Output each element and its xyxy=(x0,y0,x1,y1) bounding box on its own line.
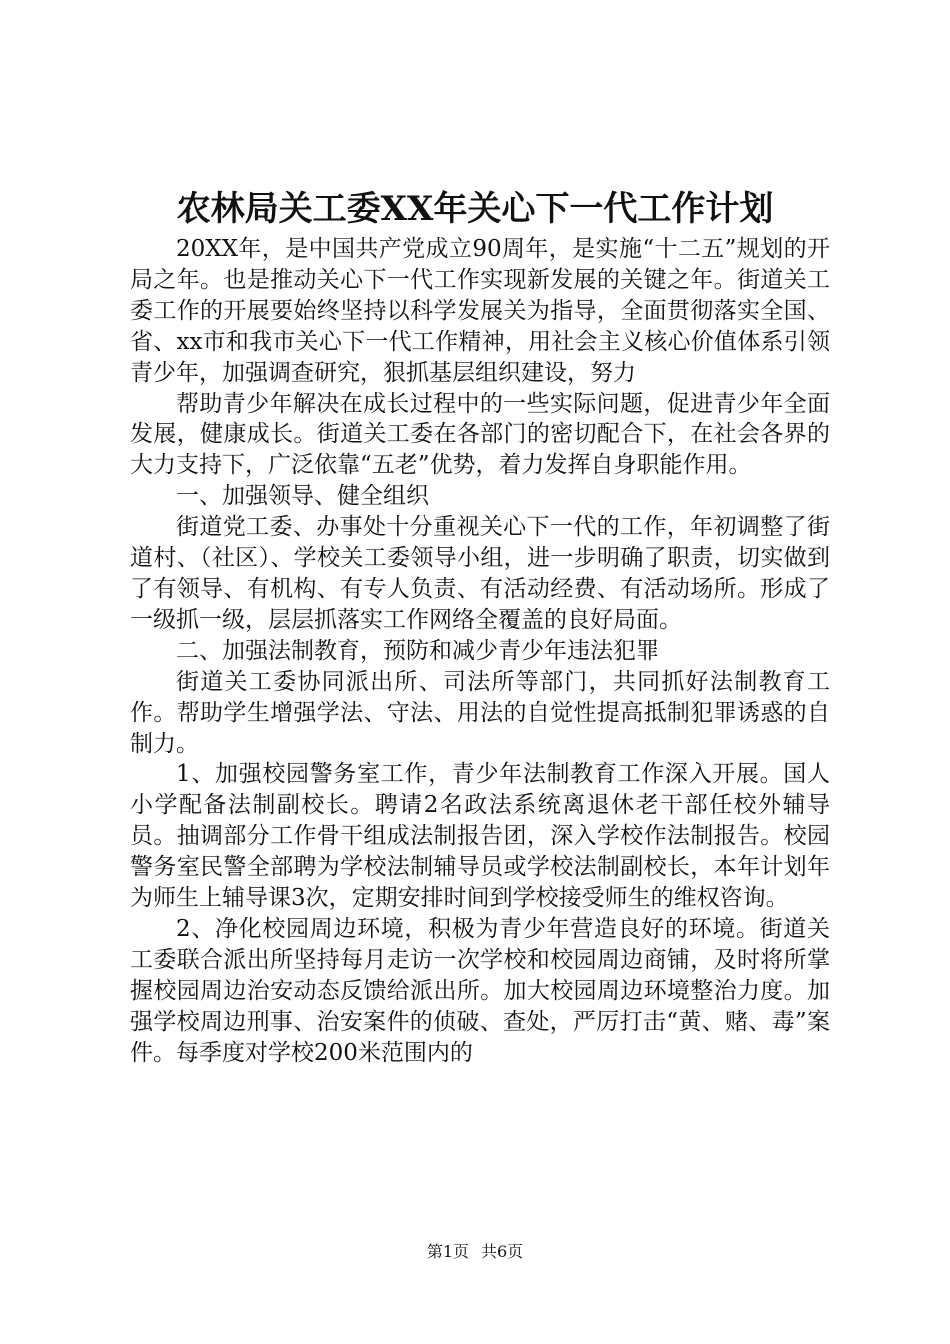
paragraph-intro-continued: 帮助青少年解决在成长过程中的一些实际问题，促进青少年全面发展，健康成长。街道关工委在各部门的密切配合下，在社会各界的大力支持下，广泛依靠“五老”优势，着力发挥自身职能作用。 xyxy=(130,390,830,479)
document-body xyxy=(130,234,830,1068)
section-heading-1: 一、加强领导、健全组织 xyxy=(176,483,429,510)
paragraph-intro: 20XX年，是中国共产党成立90周年，是实施“十二五”规划的开局之年。也是推动关心下一代工作实现新发展的关键之年。街道关工委工作的开展要始终坚持以科学发展关为指导，全面贯彻落实全国、省、xx市和我市关心下一代工作精神，用社会主义核心价值体系引领青少年，加强调查研究，狠抓基层组织建设，努力 xyxy=(130,236,830,386)
page-number: 第1页 xyxy=(426,1242,469,1261)
paragraph-section-1: 街道党工委、办事处十分重视关心下一代的工作，年初调整了街道村、（社区）、学校关工委领导小组，进一步明确了职责，切实做到了有领导、有机构、有专人负责、有活动经费、有活动场所。形成了一级抓一级，层层抓落实工作网络全覆盖的良好局面。 xyxy=(130,514,830,633)
paragraph-item-2: 2、净化校园周边环境，积极为青少年营造良好的环境。街道关工委联合派出所坚持每月走访一次学校和校园周边商铺，及时将所掌握校园周边治安动态反馈给派出所。加大校园周边环境整治力度。加强学校周边刑事、治安案件的侦破、查处，严厉打击“黄、赌、毒”案件。每季度对学校200米范围内的 xyxy=(130,915,830,1066)
paragraph-section-2: 街道关工委协同派出所、司法所等部门，共同抓好法制教育工作。帮助学生增强学法、守法、用法的自觉性提高抵制犯罪诱惑的自制力。 xyxy=(130,668,830,757)
page-total: 共6页 xyxy=(481,1242,524,1261)
paragraph-item-1: 1、加强校园警务室工作，青少年法制教育工作深入开展。国人小学配备法制副校长。聘请2名政法系统离退休老干部任校外辅导员。抽调部分工作骨干组成法制报告团，深入学校作法制报告。校园警务室民警全部聘为学校法制辅导员或学校法制副校长，本年计划年为师生上辅导课3次，定期安排时间到学校接受师生的维权咨询。 xyxy=(130,761,830,912)
document-title: 农林局关工委XX年关心下一代工作计划 xyxy=(176,189,774,229)
section-heading-2: 二、加强法制教育，预防和减少青少年违法犯罪 xyxy=(176,637,659,664)
page-footer xyxy=(0,1240,950,1264)
